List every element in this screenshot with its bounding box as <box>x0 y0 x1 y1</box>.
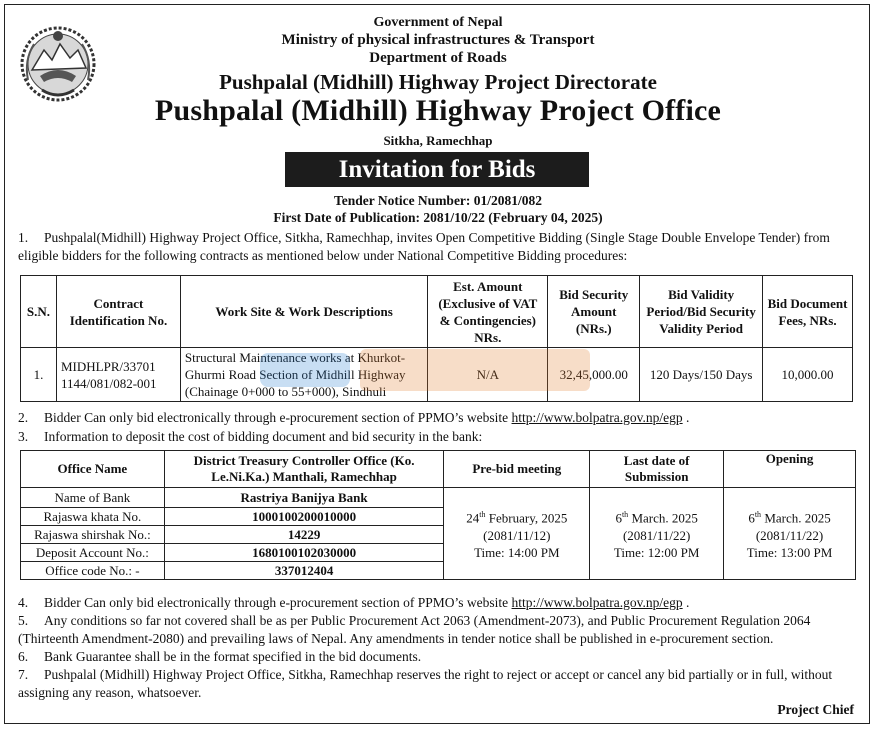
row-bid-security: 32,45,000.00 <box>548 348 640 402</box>
contract-id-line-2: 1144/081/082-001 <box>60 375 157 391</box>
prebid-nepali-date: (2081/11/12) <box>483 527 551 543</box>
bank-table <box>20 450 856 580</box>
item-5 <box>18 612 858 648</box>
col-office-name: Office Name <box>21 451 165 488</box>
opening-cell <box>724 488 856 580</box>
opening-date <box>727 506 852 526</box>
col-bid-security: Bid Security Amount (NRs.) <box>548 276 640 348</box>
item-4-end: . <box>686 595 690 610</box>
bank-label: Deposit Account No.: <box>21 544 165 562</box>
last-month: March. 2025 <box>628 510 698 526</box>
item-7-text: Pushpalal (Midhill) Highway Project Office, Sitkha, Ramechhap reserves the right to reject or accept or cancel any bid partially or in full, without assigning any reason, whatsoever. <box>18 667 833 700</box>
prebid-month: February, 2025 <box>485 510 568 526</box>
col-work: Work Site & Work Descriptions <box>180 276 427 348</box>
item-number: 2. <box>18 410 29 425</box>
bolpatra-link[interactable]: http://www.bolpatra.gov.np/egp <box>511 410 683 425</box>
bank-header-row <box>21 451 856 488</box>
table-row <box>21 348 853 402</box>
item-6 <box>18 648 858 666</box>
last-date <box>593 506 720 526</box>
prebid-day: 24 <box>466 510 480 526</box>
item-number: 6. <box>18 649 29 664</box>
publication-value: : 2081/10/22 (February 04, 2025) <box>415 210 603 225</box>
publication-date <box>0 210 876 226</box>
bank-value: 1000100200010000 <box>164 508 444 526</box>
item-3 <box>18 428 858 446</box>
bank-label: Rajaswa shirshak No.: <box>21 526 165 544</box>
item-7 <box>18 666 858 702</box>
row-contract-id <box>56 348 180 402</box>
item-3-text: Information to deposit the cost of bidding document and bid security in the bank: <box>44 429 483 444</box>
item-1 <box>18 229 858 265</box>
header-directorate: Pushpalal (Midhill) Highway Project Directorate <box>219 70 657 94</box>
item-2-end: . <box>686 410 690 425</box>
item-4-text: Bidder Can only bid electronically through e-procurement section of PPMO’s website <box>44 595 509 610</box>
contract-table <box>20 275 853 402</box>
opening-day: 6 <box>748 510 755 526</box>
col-contract-id: Contract Identification No. <box>56 276 180 348</box>
invitation-banner: Invitation for Bids <box>285 152 589 187</box>
row-est-amount: N/A <box>428 348 548 402</box>
bank-value: 1680100102030000 <box>164 544 444 562</box>
opening-time: Time: 13:00 PM <box>746 544 833 560</box>
prebid-time: Time: 14:00 PM <box>474 544 560 560</box>
header-government: Government of Nepal <box>373 15 503 30</box>
opening-sup: th <box>754 510 762 520</box>
last-time: Time: 12:00 PM <box>613 544 700 560</box>
bank-value: 14229 <box>164 526 444 544</box>
prebid-date <box>447 506 586 526</box>
contract-header-row <box>21 276 853 348</box>
col-fees: Bid Document Fees, NRs. <box>763 276 853 348</box>
item-4 <box>18 594 858 612</box>
tender-number: Tender Notice Number: 01/2081/082 <box>333 193 543 208</box>
header-ministry: Ministry of physical infrastructures & Transport <box>281 32 595 48</box>
bank-label: Name of Bank <box>21 488 165 508</box>
row-sn: 1. <box>21 348 57 402</box>
last-day: 6 <box>615 510 622 526</box>
row-work: Structural Maintenance works at Khurkot-Ghurmi Road Section of Midhill Highway (Chainage 0+000 to 55+000), Sindhuli <box>180 348 427 402</box>
col-est-amount: Est. Amount (Exclusive of VAT & Contingencies) NRs. <box>428 276 548 348</box>
prebid-cell <box>444 488 590 580</box>
bank-value: Rastriya Banijya Bank <box>164 488 444 508</box>
item-6-text: Bank Guarantee shall be in the format specified in the bid documents. <box>44 649 422 664</box>
bolpatra-link[interactable]: http://www.bolpatra.gov.np/egp <box>511 595 683 610</box>
col-validity: Bid Validity Period/Bid Security Validity Period <box>640 276 763 348</box>
row-validity: 120 Days/150 Days <box>640 348 763 402</box>
last-sup: th <box>621 510 629 520</box>
last-nepali-date: (2081/11/22) <box>622 527 691 543</box>
item-number: 3. <box>18 429 29 444</box>
col-last-date: Last date of Submission <box>590 451 724 488</box>
item-1-text: Pushpalal(Midhill) Highway Project Office, Sitkha, Ramechhap, invites Open Competitive Bidding (Single Stage Double Envelope Tender) from eligible bidders for the following contracts as mentioned below under National Competitive Bidding procedures: <box>18 230 830 263</box>
bank-value: 337012404 <box>164 562 444 580</box>
col-dtco: District Treasury Controller Office (Ko. Le.Ni.Ka.) Manthali, Ramechhap <box>164 451 444 488</box>
contract-id-line-1: MIDHLPR/33701 <box>60 358 156 374</box>
bank-label: Office code No.: - <box>21 562 165 580</box>
item-number: 1. <box>18 230 29 245</box>
item-number: 7. <box>18 667 29 682</box>
last-date-cell <box>590 488 724 580</box>
table-row <box>21 488 856 508</box>
item-5-text: Any conditions so far not covered shall be as per Public Procurement Act 2063 (Amendment-2073), and Public Procurement Regulation 2064 (Thirteenth Amendment-2080) and prevailing laws of Nepal. Any amendments in tender notice shall be published in e-procurement section. <box>18 613 811 646</box>
header-office: Pushpalal (Midhill) Highway Project Office <box>154 94 722 127</box>
header-location: Sitkha, Ramechhap <box>383 133 493 148</box>
signature: Project Chief <box>777 702 854 717</box>
prebid-sup: th <box>479 510 486 520</box>
bank-label: Rajaswa khata No. <box>21 508 165 526</box>
opening-nepali-date: (2081/11/22) <box>755 527 824 543</box>
item-2-text: Bidder Can only bid electronically through e-procurement section of PPMO’s website <box>44 410 509 425</box>
publication-label: First Date of Publication <box>273 210 416 225</box>
item-number: 4. <box>18 595 29 610</box>
col-prebid: Pre-bid meeting <box>444 451 590 488</box>
item-2 <box>18 409 858 427</box>
row-fees: 10,000.00 <box>763 348 853 402</box>
col-sn: S.N. <box>21 276 57 348</box>
item-number: 5. <box>18 613 29 628</box>
header-department: Department of Roads <box>369 50 507 66</box>
opening-month: March. 2025 <box>761 510 831 526</box>
col-opening: Opening <box>724 451 856 488</box>
